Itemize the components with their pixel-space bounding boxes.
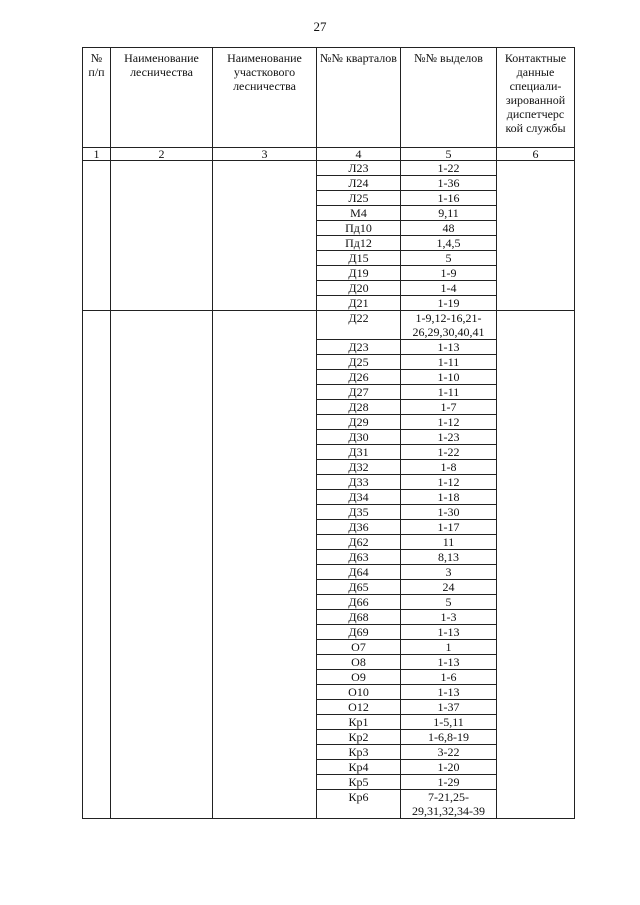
quarter-cell: Кр3	[317, 745, 401, 760]
quarter-cell: О12	[317, 700, 401, 715]
header-forestry: Наименование лесничества	[111, 48, 213, 148]
forest-quarters-table	[82, 47, 575, 819]
quarter-cell: Д23	[317, 340, 401, 355]
quarter-cell: Д20	[317, 281, 401, 296]
header-quarters: №№ кварталов	[317, 48, 401, 148]
quarter-cell: Кр4	[317, 760, 401, 775]
quarter-cell: Д35	[317, 505, 401, 520]
allotment-cell: 1,4,5	[401, 236, 497, 251]
header-allotments: №№ выделов	[401, 48, 497, 148]
merged-empty-cell	[111, 311, 213, 819]
quarter-cell: Д19	[317, 266, 401, 281]
merged-contacts-cell	[497, 311, 575, 819]
quarter-cell: Д25	[317, 355, 401, 370]
allotment-cell: 1-13	[401, 340, 497, 355]
merged-empty-cell	[213, 161, 317, 311]
allotment-cell: 1-13	[401, 685, 497, 700]
quarter-cell: Д15	[317, 251, 401, 266]
page-number: 27	[313, 19, 327, 34]
allotment-cell: 1-11	[401, 355, 497, 370]
column-number: 4	[317, 148, 401, 161]
quarter-cell: Д36	[317, 520, 401, 535]
quarter-cell: Д29	[317, 415, 401, 430]
table-row	[83, 161, 575, 176]
quarter-cell: Д33	[317, 475, 401, 490]
allotment-cell: 1	[401, 640, 497, 655]
allotment-cell: 1-18	[401, 490, 497, 505]
allotment-cell: 1-8	[401, 460, 497, 475]
quarter-cell: М4	[317, 206, 401, 221]
header-number: № п/п	[83, 48, 111, 148]
allotment-cell: 1-6	[401, 670, 497, 685]
quarter-cell: Д28	[317, 400, 401, 415]
allotment-cell: 1-19	[401, 296, 497, 311]
merged-empty-cell	[111, 161, 213, 311]
allotment-cell: 11	[401, 535, 497, 550]
header-row	[83, 48, 575, 148]
quarter-cell: Д26	[317, 370, 401, 385]
quarter-cell: Д63	[317, 550, 401, 565]
allotment-cell: 1-9	[401, 266, 497, 281]
quarter-cell: Кр6	[317, 790, 401, 819]
allotment-cell: 1-30	[401, 505, 497, 520]
merged-contacts-cell	[497, 161, 575, 311]
quarter-cell: Кр2	[317, 730, 401, 745]
allotment-cell: 1-29	[401, 775, 497, 790]
allotment-cell: 3-22	[401, 745, 497, 760]
allotment-cell: 5	[401, 251, 497, 266]
quarter-cell: Д62	[317, 535, 401, 550]
allotment-cell: 48	[401, 221, 497, 236]
quarter-cell: Д30	[317, 430, 401, 445]
allotment-cell: 1-22	[401, 161, 497, 176]
merged-empty-cell	[83, 161, 111, 311]
quarter-cell: Д68	[317, 610, 401, 625]
quarter-cell: Д34	[317, 490, 401, 505]
quarter-cell: О9	[317, 670, 401, 685]
merged-empty-cell	[83, 311, 111, 819]
quarter-cell: Кр5	[317, 775, 401, 790]
quarter-cell: Л24	[317, 176, 401, 191]
allotment-cell: 1-37	[401, 700, 497, 715]
quarter-cell: Д65	[317, 580, 401, 595]
allotment-cell: 1-9,12-16,21-26,29,30,40,41	[401, 311, 497, 340]
column-number: 5	[401, 148, 497, 161]
column-number: 3	[213, 148, 317, 161]
allotment-cell: 1-11	[401, 385, 497, 400]
allotment-cell: 1-10	[401, 370, 497, 385]
allotment-cell: 1-12	[401, 415, 497, 430]
header-district-forestry: Наименование участкового лесничества	[213, 48, 317, 148]
allotment-cell: 24	[401, 580, 497, 595]
quarter-cell: Кр1	[317, 715, 401, 730]
quarter-cell: Д31	[317, 445, 401, 460]
quarter-cell: Пд12	[317, 236, 401, 251]
column-number: 6	[497, 148, 575, 161]
allotment-cell: 1-36	[401, 176, 497, 191]
quarter-cell: Л25	[317, 191, 401, 206]
allotment-cell: 1-4	[401, 281, 497, 296]
quarter-cell: Д32	[317, 460, 401, 475]
quarter-cell: Л23	[317, 161, 401, 176]
merged-empty-cell	[213, 311, 317, 819]
table-row	[83, 311, 575, 340]
allotment-cell: 5	[401, 595, 497, 610]
quarter-cell: О7	[317, 640, 401, 655]
quarter-cell: Д27	[317, 385, 401, 400]
allotment-cell: 8,13	[401, 550, 497, 565]
allotment-cell: 1-3	[401, 610, 497, 625]
allotment-cell: 1-7	[401, 400, 497, 415]
quarter-cell: Д21	[317, 296, 401, 311]
quarter-cell: О8	[317, 655, 401, 670]
allotment-cell: 7-21,25-29,31,32,34-39	[401, 790, 497, 819]
allotment-cell: 9,11	[401, 206, 497, 221]
quarter-cell: Д66	[317, 595, 401, 610]
quarter-cell: Пд10	[317, 221, 401, 236]
allotment-cell: 1-13	[401, 625, 497, 640]
allotment-cell: 1-6,8-19	[401, 730, 497, 745]
allotment-cell: 1-5,11	[401, 715, 497, 730]
quarter-cell: Д69	[317, 625, 401, 640]
allotment-cell: 1-17	[401, 520, 497, 535]
allotment-cell: 1-22	[401, 445, 497, 460]
allotment-cell: 1-16	[401, 191, 497, 206]
column-number: 1	[83, 148, 111, 161]
quarter-cell: Д22	[317, 311, 401, 340]
allotment-cell: 1-12	[401, 475, 497, 490]
allotment-cell: 1-13	[401, 655, 497, 670]
quarter-cell: О10	[317, 685, 401, 700]
header-contacts: Контактные данные специали-зированной диспетчерс кой службы	[497, 48, 575, 148]
allotment-cell: 3	[401, 565, 497, 580]
column-number: 2	[111, 148, 213, 161]
allotment-cell: 1-20	[401, 760, 497, 775]
allotment-cell: 1-23	[401, 430, 497, 445]
column-number-row	[83, 148, 575, 161]
quarter-cell: Д64	[317, 565, 401, 580]
